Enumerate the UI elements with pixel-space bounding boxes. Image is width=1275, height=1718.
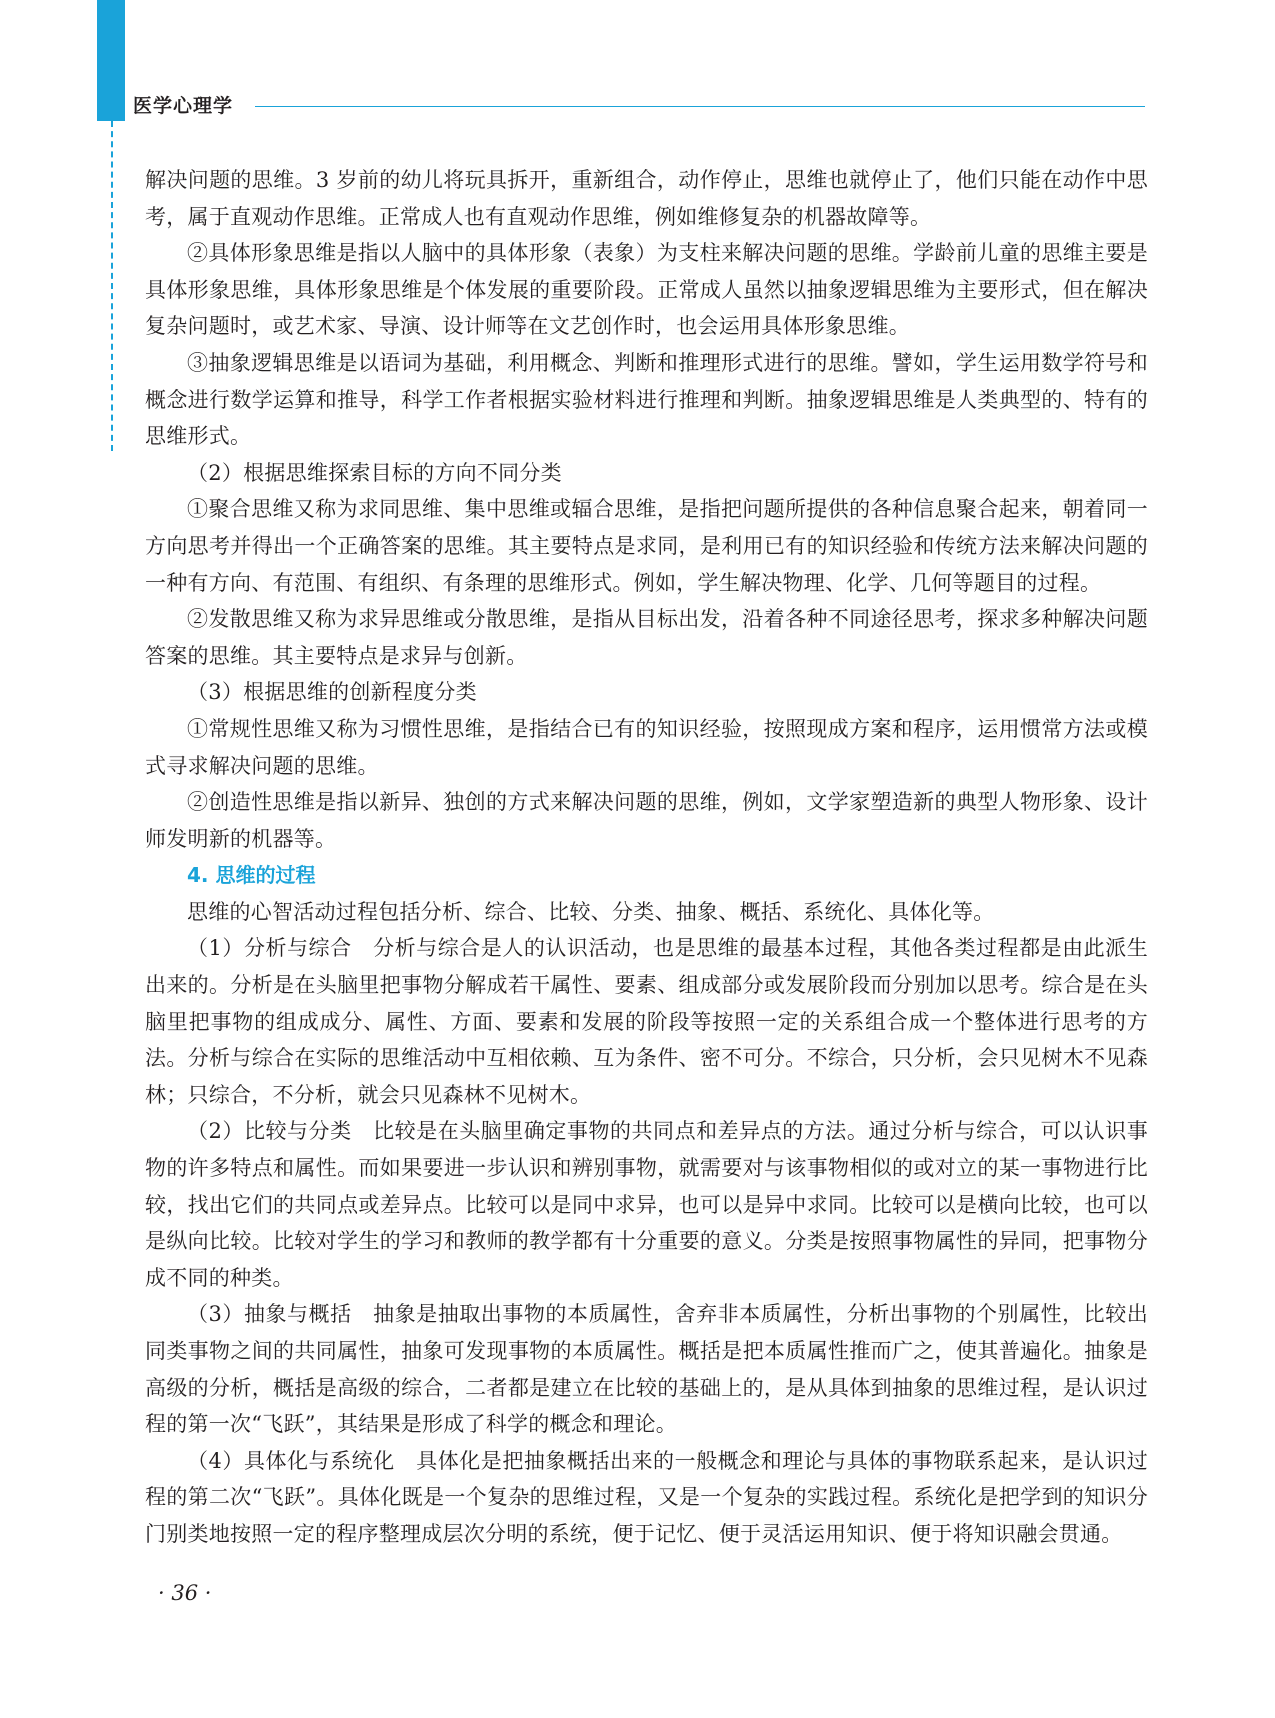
margin-dashed-line <box>111 121 113 451</box>
subheading: （3）根据思维的创新程度分类 <box>187 680 477 705</box>
paragraph: ①常规性思维又称为习惯性思维，是指结合已有的知识经验，按照现成方案和程序，运用惯常方法或模式寻求解决问题的思维。 <box>145 716 1148 778</box>
paragraph: ③抽象逻辑思维是以语词为基础，利用概念、判断和推理形式进行的思维。譬如，学生运用数学符号和概念进行数学运算和推导，科学工作者根据实验材料进行推理和判断。抽象逻辑思维是人类典型的、特有的思维形式。 <box>145 350 1148 449</box>
paragraph: （2）比较与分类 比较是在头脑里确定事物的共同点和差异点的方法。通过分析与综合，可以认识事物的许多特点和属性。而如果要进一步认识和辨别事物，就需要对与该事物相似的或对立的某一事物进行比较，找出它们的共同点或差异点。比较可以是同中求异，也可以是异中求同。比较可以是横向比较，也可以是纵向比较。比较对学生的学习和教师的教学都有十分重要的意义。分类是按照事物属性的异同，把事物分成不同的种类。 <box>145 1119 1148 1290</box>
paragraph: 解决问题的思维。3 岁前的幼儿将玩具拆开，重新组合，动作停止，思维也就停止了，他们只能在动作中思考，属于直观动作思维。正常成人也有直观动作思维，例如维修复杂的机器故障等。 <box>145 168 1148 229</box>
paragraph: ②具体形象思维是指以人脑中的具体形象（表象）为支柱来解决问题的思维。学龄前儿童的思维主要是具体形象思维，具体形象思维是个体发展的重要阶段。正常成人虽然以抽象逻辑思维为主要形式，但在解决复杂问题时，或艺术家、导演、设计师等在文艺创作时，也会运用具体形象思维。 <box>145 241 1148 339</box>
page-body <box>145 162 1148 1553</box>
section-heading: 4. 思维的过程 <box>187 863 316 888</box>
paragraph: （3）抽象与概括 抽象是抽取出事物的本质属性，舍弃非本质属性，分析出事物的个别属性，比较出同类事物之间的共同属性，抽象可发现事物的本质属性。概括是把本质属性推而广之，使其普遍化。抽象是高级的分析，概括是高级的综合，二者都是建立在比较的基础上的，是从具体到抽象的思维过程，是认识过程的第一次“飞跃”，其结果是形成了科学的概念和理论。 <box>145 1302 1148 1437</box>
header-rule <box>255 106 1145 107</box>
running-header-title: 医学心理学 <box>133 95 234 117</box>
paragraph: ②创造性思维是指以新异、独创的方式来解决问题的思维，例如，文学家塑造新的典型人物形象、设计师发明新的机器等。 <box>145 790 1148 851</box>
header-accent-bar <box>97 0 125 121</box>
paragraph: 思维的心智活动过程包括分析、综合、比较、分类、抽象、概括、系统化、具体化等。 <box>187 899 995 924</box>
subheading: （2）根据思维探索目标的方向不同分类 <box>187 460 562 485</box>
paragraph: （4）具体化与系统化 具体化是把抽象概括出来的一般概念和理论与具体的事物联系起来，是认识过程的第二次“飞跃”。具体化既是一个复杂的思维过程，又是一个复杂的实践过程。系统化是把学到的知识分门别类地按照一定的程序整理成层次分明的系统，便于记忆、便于灵活运用知识、便于将知识融会贯通。 <box>145 1448 1148 1546</box>
paragraph: （1）分析与综合 分析与综合是人的认识活动，也是思维的最基本过程，其他各类过程都是由此派生出来的。分析是在头脑里把事物分解成若干属性、要素、组成部分或发展阶段而分别加以思考。综合是在头脑里把事物的组成成分、属性、方面、要素和发展的阶段等按照一定的关系组合成一个整体进行思考的方法。分析与综合在实际的思维活动中互相依赖、互为条件、密不可分。不综合，只分析，会只见树木不见森林；只综合，不分析，就会只见森林不见树木。 <box>145 936 1148 1107</box>
paragraph: ②发散思维又称为求异思维或分散思维，是指从目标出发，沿着各种不同途径思考，探求多种解决问题答案的思维。其主要特点是求异与创新。 <box>145 607 1148 668</box>
paragraph: ①聚合思维又称为求同思维、集中思维或辐合思维，是指把问题所提供的各种信息聚合起来，朝着同一方向思考并得出一个正确答案的思维。其主要特点是求同，是利用已有的知识经验和传统方法来解决问题的一种有方向、有范围、有组织、有条理的思维形式。例如，学生解决物理、化学、几何等题目的过程。 <box>145 497 1148 595</box>
page-number: · 36 · <box>158 1581 212 1605</box>
